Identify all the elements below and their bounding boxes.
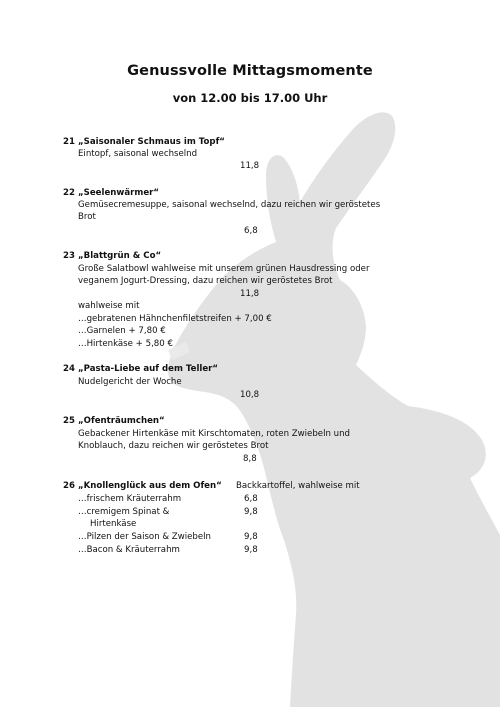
option-label: Hirtenkäse: [90, 519, 137, 529]
item-description: Große Salatbowl wahlweise mit unserem grünen Hausdressing oder: [78, 264, 370, 274]
item-description: Eintopf, saisonal wechselnd: [78, 149, 198, 159]
item-number: 23: [63, 251, 75, 261]
option-label: …Pilzen der Saison & Zwiebeln: [78, 532, 211, 542]
option-price: 9,8: [244, 545, 258, 555]
item-name: „Ofenträumchen“: [78, 416, 165, 426]
option-label: …Bacon & Kräuterrahm: [78, 545, 180, 555]
item-description: Knoblauch, dazu reichen wir geröstetes Brot: [78, 441, 269, 451]
option-label: …cremigem Spinat &: [78, 507, 170, 517]
item-name: „Seelenwärmer“: [78, 188, 160, 198]
item-number: 24: [63, 364, 75, 374]
item-description: veganem Jogurt-Dressing, dazu reichen wir geröstetes Brot: [78, 276, 333, 286]
item-description: Brot: [78, 212, 96, 222]
item-price: 10,8: [240, 390, 260, 400]
item-price: 6,8: [244, 226, 258, 236]
page-subtitle: von 12.00 bis 17.00 Uhr: [172, 91, 328, 105]
item-number: 26: [63, 481, 75, 491]
item-number: 22: [63, 188, 75, 198]
item-name: „Knollenglück aus dem Ofen“: [78, 481, 222, 491]
extra-option: …Garnelen + 7,80 €: [78, 326, 166, 336]
item-number: 21: [63, 137, 75, 147]
item-price: 11,8: [240, 289, 260, 299]
item-price: 8,8: [243, 454, 257, 464]
item-description: Nudelgericht der Woche: [78, 377, 182, 387]
item-name: „Pasta-Liebe auf dem Teller“: [78, 364, 219, 374]
extra-option: …gebratenen Hähnchenfiletstreifen + 7,00 €: [78, 314, 272, 324]
option-price: 9,8: [244, 507, 258, 517]
option-price: 9,8: [244, 532, 258, 542]
page-title: Genussvolle Mittagsmomente: [127, 63, 373, 79]
item-description: Gebackener Hirtenkäse mit Kirschtomaten, roten Zwiebeln und: [78, 429, 351, 439]
item-description: Backkartoffel, wahlweise mit: [236, 481, 360, 491]
extra-option: …Hirtenkäse + 5,80 €: [78, 339, 173, 349]
option-price: 6,8: [244, 494, 258, 504]
item-name: „Saisonaler Schmaus im Topf“: [78, 137, 225, 147]
item-name: „Blattgrün & Co“: [78, 251, 162, 261]
extras-intro: wahlweise mit: [78, 301, 140, 311]
option-label: …frischem Kräuterrahm: [78, 494, 182, 504]
item-number: 25: [63, 416, 75, 426]
item-price: 11,8: [240, 161, 260, 171]
item-description: Gemüsecremesuppe, saisonal wechselnd, dazu reichen wir geröstetes: [78, 200, 381, 210]
